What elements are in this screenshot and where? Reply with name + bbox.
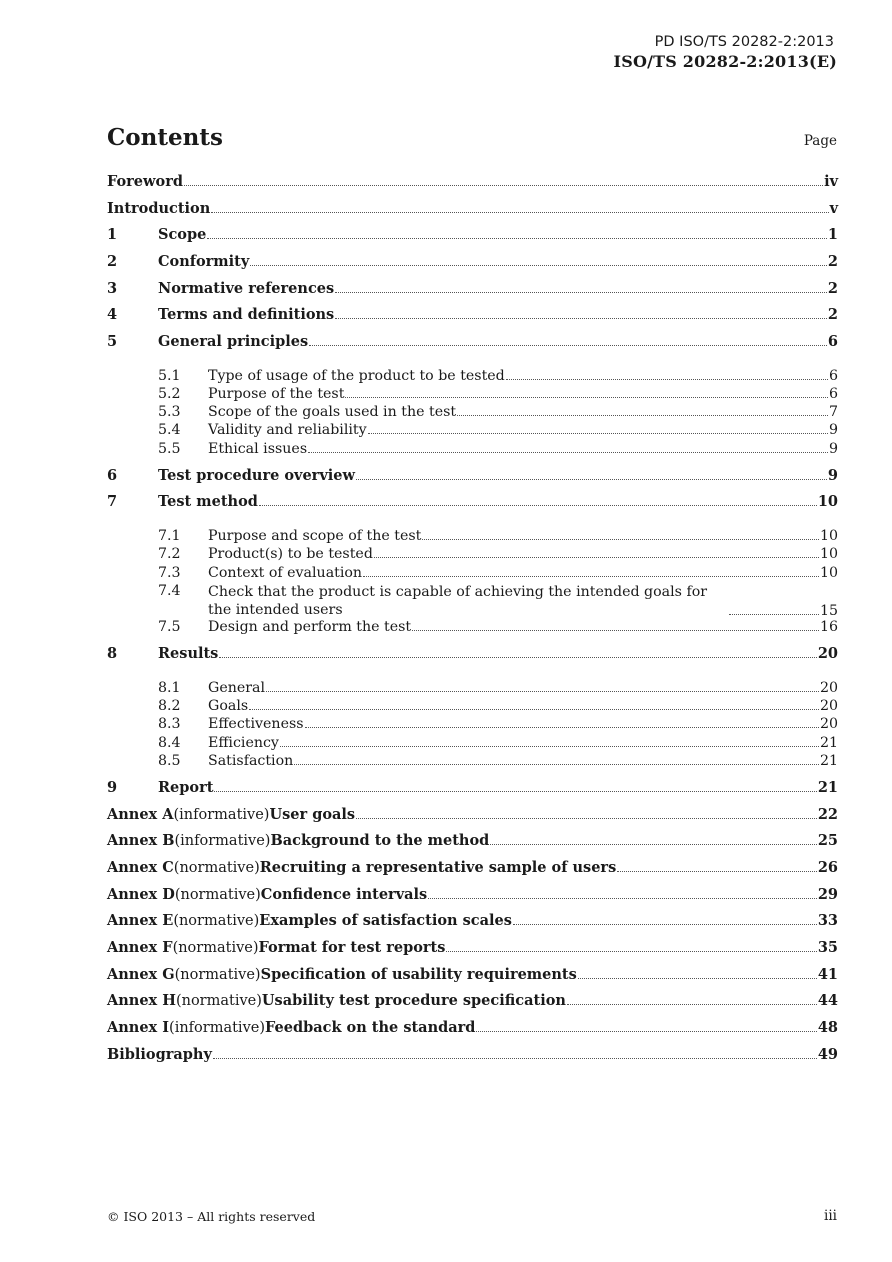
toc-entry-title: Scope of the goals used in the test (208, 404, 457, 421)
toc-entry-page: 15 (819, 603, 838, 620)
toc-annex-kind: (normative) (172, 940, 259, 957)
toc-annex-kind: (informative) (169, 1020, 265, 1037)
toc-entry-title: Introduction (107, 199, 211, 217)
toc-entry-number: 1 (107, 226, 118, 244)
toc-entry-number: 8.1 (158, 679, 181, 696)
toc-entry-number: 4 (107, 306, 118, 324)
toc-entry-number: 8.5 (158, 752, 181, 769)
toc-entry-title: Purpose of the test (208, 386, 345, 402)
dot-leader (294, 763, 819, 765)
toc-entry[interactable] (107, 992, 838, 1019)
toc-entry[interactable] (107, 441, 838, 459)
dot-leader (250, 264, 827, 266)
toc-entry-title: Recruiting a representative sample of users (259, 858, 617, 876)
toc-entry-title: Feedback on the standard (265, 1019, 476, 1037)
dot-leader (428, 897, 817, 899)
toc-entry-number: 5 (107, 333, 118, 351)
toc-entry-number: 9 (107, 778, 118, 796)
toc-entry-number: 6 (107, 466, 118, 484)
toc-entry-title: Satisfaction (208, 752, 294, 769)
toc-annex-kind: (informative) (173, 806, 270, 823)
toc-entry-number: 7.1 (158, 528, 181, 545)
toc-entry[interactable] (107, 859, 838, 886)
toc-annex-label: Annex F (107, 939, 173, 957)
toc-entry[interactable] (107, 716, 838, 734)
toc-entry-page: 21 (817, 778, 838, 796)
toc-annex-label: Annex D (107, 885, 175, 903)
toc-entry-page: 29 (817, 885, 838, 903)
toc-entry-number: 8 (107, 645, 118, 663)
toc-entry-title: Test procedure overview (158, 466, 355, 484)
toc-entry-page: 35 (817, 939, 838, 957)
toc-annex-label: Annex A (107, 805, 174, 823)
toc-entry[interactable] (107, 333, 838, 360)
dot-leader (280, 745, 819, 747)
toc-entry[interactable] (107, 753, 838, 771)
toc-entry-title: Confidence intervals (260, 885, 428, 903)
dot-leader (214, 790, 816, 792)
toc-entry-page: iv (824, 173, 838, 190)
dot-leader (213, 1057, 817, 1059)
toc-entry-page: 33 (817, 912, 838, 930)
dot-leader (335, 317, 827, 319)
toc-annex-label: Annex H (107, 992, 176, 1010)
toc-annex-kind: (normative) (173, 913, 260, 930)
toc-entry-title: Report (158, 778, 214, 796)
header-standard-id: ISO/TS 20282-2:2013(E) (613, 52, 837, 71)
dot-leader (412, 629, 819, 631)
toc-entry[interactable] (107, 912, 838, 939)
toc-entry[interactable] (107, 493, 838, 520)
toc-entry[interactable] (107, 735, 838, 753)
toc-entry[interactable] (107, 467, 838, 494)
dot-leader (335, 291, 827, 293)
toc-entry-title: General principles (158, 333, 309, 351)
footer-page-number: iii (824, 1208, 837, 1224)
dot-leader (266, 690, 819, 692)
toc-entry[interactable] (107, 404, 838, 422)
toc-entry[interactable] (107, 886, 838, 913)
toc-entry-title: Type of usage of the product to be tested (208, 367, 505, 384)
toc-entry-page: 41 (817, 965, 838, 983)
toc-annex-label: Annex B (107, 832, 175, 850)
toc-annex-kind: (informative) (174, 833, 271, 850)
toc-entry-title: Test method (158, 493, 258, 511)
toc-entry[interactable] (107, 306, 838, 333)
toc-annex-label: Annex E (107, 912, 174, 930)
toc-entry-page: 49 (817, 1045, 838, 1063)
toc-entry-title: Purpose and scope of the test (208, 528, 422, 545)
toc-entry-page: 16 (819, 619, 838, 636)
dot-leader (345, 396, 828, 398)
dot-leader (259, 504, 817, 506)
toc-entry-number: 7.4 (158, 582, 181, 599)
toc-entry-page: 9 (828, 422, 838, 439)
toc-entry-number: 2 (107, 253, 118, 271)
toc-entry-title: Context of evaluation (208, 564, 363, 581)
toc-entry-title: Design and perform the test (208, 619, 412, 636)
dot-leader (476, 1030, 816, 1032)
toc-entry[interactable] (107, 832, 838, 859)
toc-entry-number: 7 (107, 493, 118, 511)
dot-leader (356, 817, 817, 819)
toc-entry-page: 26 (817, 858, 838, 876)
toc-entry-title: Usability test procedure specification (261, 992, 566, 1010)
toc-entry-number: 5.5 (158, 440, 181, 457)
toc-annex-kind: (normative) (175, 993, 262, 1010)
toc-entry-page: 20 (819, 679, 838, 696)
toc-entry[interactable] (107, 200, 838, 227)
toc-entry-title: Results (158, 645, 219, 663)
toc-entry-page: v (829, 199, 838, 217)
toc-entry-page: 21 (819, 734, 838, 751)
dot-leader (567, 1003, 817, 1005)
toc-entry-page: 10 (819, 528, 838, 545)
dot-leader (363, 575, 819, 577)
dot-leader (506, 378, 828, 380)
toc-annex-kind: (normative) (173, 859, 260, 876)
toc-entry[interactable] (107, 779, 838, 806)
dot-leader (368, 432, 828, 434)
toc-entry-page: 2 (827, 279, 838, 297)
toc-entry-number: 5.1 (158, 367, 181, 384)
toc-entry[interactable] (107, 939, 838, 966)
toc-entry-title: Efficiency (208, 734, 279, 751)
toc-entry[interactable] (107, 698, 838, 716)
toc-entry-page: 20 (819, 716, 838, 733)
toc-entry-page: 2 (827, 306, 838, 324)
toc-entry-title: Scope (158, 226, 207, 244)
footer-copyright: © ISO 2013 – All rights reserved (107, 1209, 316, 1224)
toc-entry[interactable] (107, 680, 838, 698)
toc-entry-page: 10 (817, 493, 838, 511)
toc-entry-number: 5.4 (158, 422, 181, 439)
toc-entry-title: Ethical issues (208, 440, 308, 457)
toc-entry-number: 7.5 (158, 619, 181, 636)
dot-leader (308, 451, 828, 453)
toc-entry-page: 48 (817, 1019, 838, 1037)
toc-entry[interactable] (107, 1019, 838, 1046)
toc-entry[interactable] (107, 619, 838, 637)
toc-entry-title: Terms and definitions (158, 306, 335, 324)
toc-entry[interactable] (107, 966, 838, 993)
toc-entry-page: 20 (819, 698, 838, 715)
toc-entry-page: 6 (828, 367, 838, 384)
toc-entry-title: Examples of satisfaction scales (259, 912, 512, 930)
toc-entry-number: 8.2 (158, 698, 181, 715)
page-title: Contents (107, 124, 223, 151)
toc-entry[interactable] (107, 806, 838, 833)
toc-annex-label: Annex I (107, 1019, 170, 1037)
dot-leader (729, 613, 819, 615)
toc-entry-page: 2 (827, 253, 838, 271)
toc-entry[interactable] (107, 422, 838, 440)
toc-entry-title: Foreword (107, 173, 183, 190)
toc-entry-title: User goals (269, 805, 356, 823)
toc-entry[interactable] (107, 546, 838, 564)
toc-entry[interactable] (107, 173, 838, 200)
toc-entry[interactable] (107, 565, 838, 583)
toc-entry[interactable] (107, 645, 838, 672)
toc-entry-page: 6 (827, 333, 838, 351)
toc-entry[interactable] (107, 528, 838, 546)
toc-entry-title: Check that the product is capable of achieving the intended goals for the intended users (208, 583, 708, 618)
toc-entry-number: 5.3 (158, 404, 181, 421)
page-column-label: Page (803, 133, 837, 149)
dot-leader (309, 344, 827, 346)
toc-entry-page: 6 (828, 386, 838, 402)
dot-leader (207, 237, 827, 239)
dot-leader (617, 870, 817, 872)
toc-entry-title: Normative references (158, 279, 335, 297)
toc-entry-title: Validity and reliability (208, 422, 367, 439)
toc-annex-kind: (normative) (174, 886, 261, 903)
dot-leader (446, 950, 816, 952)
toc-entry-number: 7.2 (158, 546, 181, 563)
toc-entry-number: 8.4 (158, 734, 181, 751)
toc-entry-title: Bibliography (107, 1045, 212, 1063)
dot-leader (305, 726, 819, 728)
toc-entry-title: Conformity (158, 253, 250, 271)
dot-leader (184, 184, 823, 186)
toc-entry-number: 5.2 (158, 386, 181, 402)
header-document-id: PD ISO/TS 20282-2:2013 (654, 34, 834, 50)
toc-entry-title: Specification of usability requirements (260, 965, 577, 983)
dot-leader (356, 478, 827, 480)
toc-entry-page: 21 (819, 752, 838, 769)
toc-entry-page: 7 (828, 404, 838, 421)
toc-entry-title: Background to the method (270, 832, 490, 850)
toc-entry-page: 9 (828, 440, 838, 457)
toc-entry-page: 22 (817, 805, 838, 823)
dot-leader (490, 843, 817, 845)
dot-leader (422, 538, 819, 540)
toc-entry-page: 9 (827, 466, 838, 484)
dot-leader (578, 977, 817, 979)
toc-entry[interactable] (107, 583, 838, 619)
toc-entry-page: 10 (819, 564, 838, 581)
toc-entry-page: 20 (817, 645, 838, 663)
toc-annex-kind: (normative) (174, 966, 261, 983)
dot-leader (513, 923, 817, 925)
toc-entry[interactable] (107, 226, 838, 253)
dot-leader (219, 656, 816, 658)
toc-entry-number: 3 (107, 279, 118, 297)
table-of-contents (107, 173, 838, 1072)
toc-annex-label: Annex G (107, 965, 175, 983)
toc-entry-page: 10 (819, 546, 838, 563)
toc-entry-title: Format for test reports (258, 939, 446, 957)
toc-entry-title: Goals (208, 698, 249, 715)
toc-entry-page: 44 (817, 992, 838, 1010)
toc-entry[interactable] (107, 1046, 838, 1073)
toc-entry-number: 7.3 (158, 564, 181, 581)
toc-entry-title: Product(s) to be tested (208, 546, 373, 563)
toc-annex-label: Annex C (107, 858, 174, 876)
toc-entry-number: 8.3 (158, 716, 181, 733)
toc-entry-title: Effectiveness (208, 716, 304, 733)
toc-entry[interactable] (107, 280, 838, 307)
toc-entry[interactable] (107, 368, 838, 386)
dot-leader (249, 708, 819, 710)
dot-leader (211, 211, 828, 213)
toc-entry-title: General (208, 679, 266, 696)
toc-entry-page: 25 (817, 832, 838, 850)
toc-entry[interactable] (107, 386, 838, 404)
dot-leader (457, 414, 828, 416)
dot-leader (374, 556, 819, 558)
toc-entry[interactable] (107, 253, 838, 280)
toc-entry-page: 1 (827, 226, 838, 244)
